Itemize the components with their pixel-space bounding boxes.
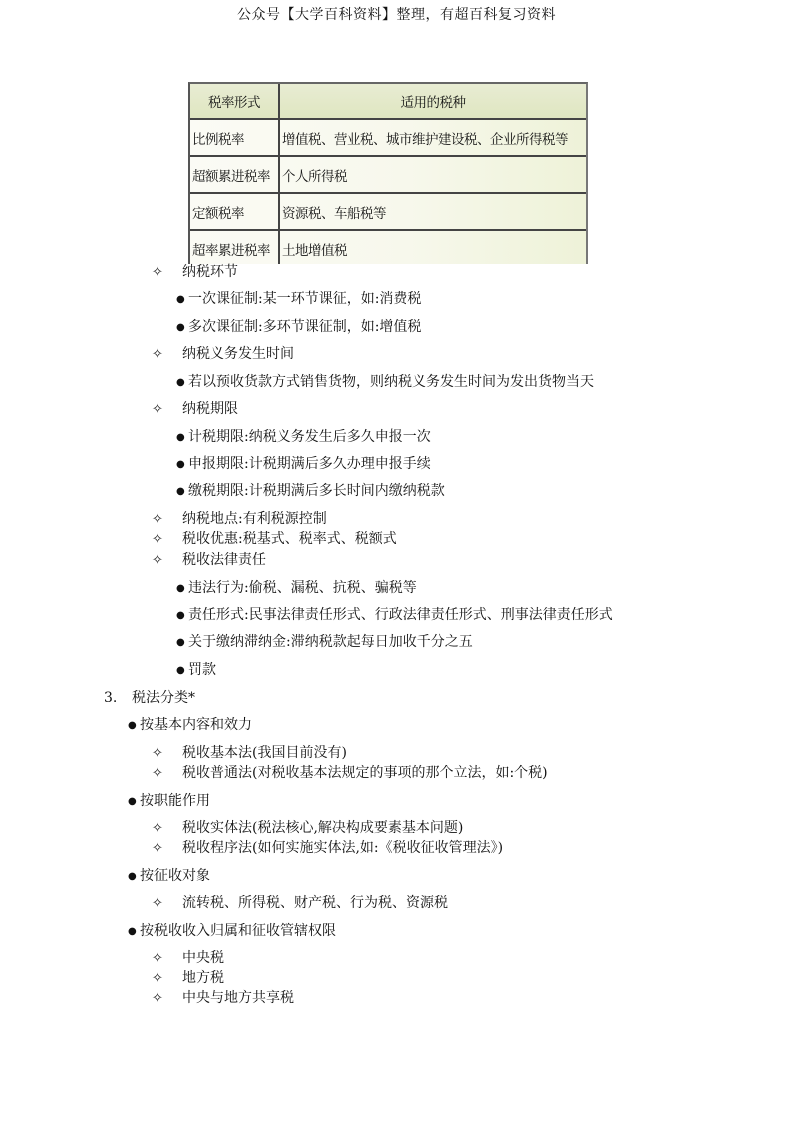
list-item: ● 缴税期限:计税期满后多长时间内缴纳税款 [176,481,445,503]
dot-bullet-icon: ● [176,610,185,621]
list-item: ✧ 中央税 [152,948,224,969]
table-header-row [190,84,586,119]
dot-bullet-icon: ● [128,796,137,807]
list-item: ✧ 流转税、所得税、财产税、行为税、资源税 [152,893,448,914]
list-item: ● 关于缴纳滞纳金:滞纳税款起每日加收千分之五 [176,632,473,654]
list-item: ● 违法行为:偷税、漏税、抗税、骗税等 [176,578,417,600]
table-row [190,119,586,156]
table-cell: 土地增值税 [282,242,347,259]
diamond-bullet-icon: ✧ [152,841,163,856]
dot-bullet-icon: ● [176,486,185,497]
list-item: ● 多次课征制:多环节课征制，如:增值税 [176,317,421,339]
dot-bullet-icon: ● [176,459,185,470]
diamond-bullet-icon: ✧ [152,265,163,280]
table-row [190,230,586,264]
table-header-cell: 适用的税种 [279,84,586,119]
diamond-bullet-icon: ✧ [152,553,163,568]
list-item: ● 申报期限:计税期满后多久办理申报手续 [176,454,431,476]
tax-rate-table-image [188,82,588,264]
dot-bullet-icon: ● [128,871,137,882]
table-row [190,156,586,193]
diamond-bullet-icon: ✧ [152,512,163,527]
diamond-bullet-icon: ✧ [152,991,163,1006]
table-header-cell: 税率形式 [190,84,279,119]
diamond-bullet-icon: ✧ [152,821,163,836]
section-number: 3. [104,690,118,706]
diamond-bullet-icon: ✧ [152,402,163,417]
list-item: ● 责任形式:民事法律责任形式、行政法律责任形式、刑事法律责任形式 [176,605,613,627]
dot-bullet-icon: ● [176,583,185,594]
diamond-bullet-icon: ✧ [152,532,163,547]
section-heading: 3. 税法分类* [104,690,195,706]
list-item: ✧ 税收实体法(税法核心,解决构成要素基本问题) [152,818,463,839]
dot-bullet-icon: ● [176,322,185,333]
list-item: ● 罚款 [176,660,216,682]
list-item: ● 按税收收入归属和征收管辖权限 [128,921,336,943]
list-item: ✧ 中央与地方共享税 [152,988,294,1009]
list-item: ● 一次课征制:某一环节课征，如:消费税 [176,289,421,311]
table-cell: 个人所得税 [279,156,586,193]
dot-bullet-icon: ● [176,665,185,676]
list-item: ✧ 税收法律责任 [152,550,266,571]
diamond-bullet-icon: ✧ [152,971,163,986]
list-item: ✧ 税收基本法(我国目前没有) [152,743,347,764]
dot-bullet-icon: ● [176,377,185,388]
table-cell: 定额税率 [190,193,279,230]
table-cell: 比例税率 [190,119,279,156]
dot-bullet-icon: ● [176,637,185,648]
page-header: 公众号【大学百科资料】整理，有超百科复习资料 [237,7,556,23]
dot-bullet-icon: ● [128,720,137,731]
list-item: ● 按征收对象 [128,866,210,888]
tax-rate-table [190,84,586,264]
diamond-bullet-icon: ✧ [152,766,163,781]
table-row [190,193,586,230]
list-item: ✧ 税收优惠:税基式、税率式、税额式 [152,529,397,550]
table-cell: 超率累进税率 [190,230,279,264]
list-item: ● 若以预收货款方式销售货物，则纳税义务发生时间为发出货物当天 [176,372,594,394]
table-cell: 增值税、营业税、城市维护建设税、企业所得税等 [279,119,586,156]
list-item: ✧ 纳税义务发生时间 [152,344,294,365]
dot-bullet-icon: ● [128,926,137,937]
list-item: ✧ 税收程序法(如何实施实体法,如:《税收征收管理法》) [152,838,503,859]
table-cell: 资源税、车船税等 [279,193,586,230]
list-item: ✧ 纳税环节 [152,262,238,283]
list-item: ● 按基本内容和效力 [128,715,252,737]
list-item: ✧ 地方税 [152,968,224,989]
diamond-bullet-icon: ✧ [152,896,163,911]
dot-bullet-icon: ● [176,294,185,305]
table-cell: 超额累进税率 [190,156,279,193]
list-item: ✧ 纳税地点:有利税源控制 [152,509,327,530]
dot-bullet-icon: ● [176,432,185,443]
diamond-bullet-icon: ✧ [152,951,163,966]
list-item: ● 计税期限:纳税义务发生后多久申报一次 [176,427,431,449]
diamond-bullet-icon: ✧ [152,347,163,362]
list-item: ✧ 税收普通法(对税收基本法规定的事项的那个立法，如:个税) [152,763,548,784]
diamond-bullet-icon: ✧ [152,746,163,761]
list-item: ● 按职能作用 [128,791,210,813]
list-item: ✧ 纳税期限 [152,399,238,420]
